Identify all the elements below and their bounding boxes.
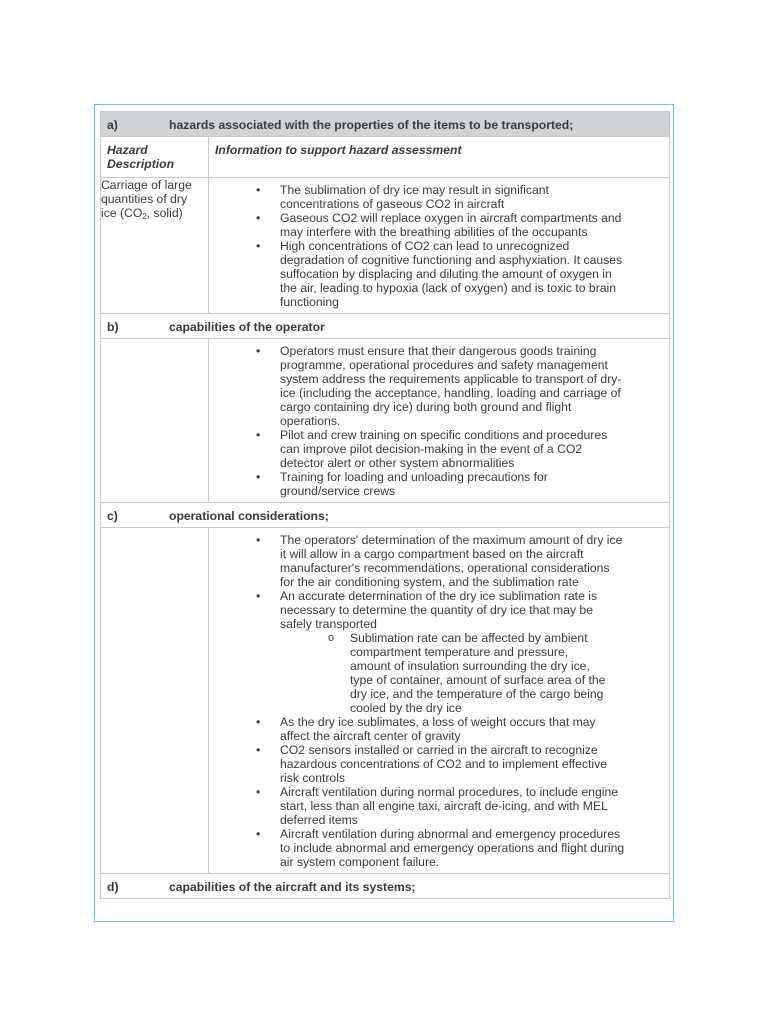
- list-item: • Training for loading and unloading precautions for ground/service crews: [280, 470, 665, 498]
- list-item: • The operators' determination of the maximum amount of dry ice it will allow in a cargo compartment based on the aircraft manufacturer's recommendations, operational considerations for the air conditioning system, and the sublimation rate: [280, 533, 665, 589]
- hazard-text-line: Carriage of large: [101, 178, 192, 192]
- section-d-row: [101, 874, 670, 899]
- hazard-description-header: Hazard: [107, 143, 148, 157]
- hazard-text-line: [101, 206, 208, 224]
- section-c-content-row: [101, 528, 670, 874]
- section-c-bullets: [209, 528, 669, 873]
- hazard-text-line: quantities of dry: [101, 192, 188, 206]
- list-item: • Aircraft ventilation during normal procedures, to include engine start, less than all engine taxi, aircraft de-icing, and with MEL deferred items: [280, 785, 665, 827]
- hazard-description-cell: [101, 178, 209, 314]
- section-letter: d): [107, 880, 119, 894]
- hazard-description-header-cont: Description: [107, 157, 175, 171]
- list-item: • Aircraft ventilation during abnormal and emergency procedures to include abnormal and emergency operations and flight during air system component failure.: [280, 827, 665, 869]
- section-letter: b): [107, 320, 119, 334]
- section-title: capabilities of the aircraft and its systems;: [169, 880, 416, 894]
- section-b-row: [101, 314, 670, 339]
- list-item: • High concentrations of CO2 can lead to unrecognized degradation of cognitive functioning and asphyxiation. It causes suffocation by displacing and diluting the amount of oxygen in the air, leading to hypoxia (lack of oxygen) and is toxic to brain functioning: [280, 239, 665, 309]
- section-a-bullets: [209, 178, 669, 313]
- sub-bullets: [280, 631, 665, 715]
- column-header-row: [101, 137, 670, 178]
- subscript: 2: [142, 212, 147, 221]
- section-c-row: [101, 503, 670, 528]
- info-header: Information to support hazard assessment: [215, 143, 462, 157]
- list-item: • As the dry ice sublimates, a loss of weight occurs that may affect the aircraft center of gravity: [280, 715, 665, 743]
- section-title: operational considerations;: [169, 509, 329, 523]
- section-letter: c): [107, 509, 118, 523]
- hazard-table: [100, 111, 670, 899]
- section-b-content-row: [101, 339, 670, 503]
- list-item: • The sublimation of dry ice may result in significant concentrations of gaseous CO2 in aircraft: [280, 183, 665, 211]
- list-item: • CO2 sensors installed or carried in the aircraft to recognize hazardous concentrations of CO2 and to implement effective risk controls: [280, 743, 665, 785]
- empty-cell: [101, 528, 209, 874]
- hazard-text: ice (CO: [101, 206, 143, 220]
- section-a-row: [101, 112, 670, 137]
- section-a-content-row: [101, 178, 670, 314]
- section-letter: a): [107, 118, 118, 132]
- list-item: • An accurate determination of the dry ice sublimation rate is necessary to determine the quantity of dry ice that may be safely transported o Sublimation rate can be affected by ambient compartment temperature and pressure, amount of insulation surrounding the dry ice, type of container, amount of surface area of the dry ice, and the temperature of the cargo being cooled by the dry ice: [280, 589, 665, 715]
- section-title: hazards associated with the properties of the items to be transported;: [169, 118, 574, 132]
- empty-cell: [101, 339, 209, 503]
- list-item: • Operators must ensure that their dangerous goods training programme, operational procedures and safety management system address the requirements applicable to transport of dry- ice (including the acceptance, handling, loading and carriage of cargo containing dry ice) during both ground and flight operations.: [280, 344, 665, 428]
- section-b-bullets: [209, 339, 669, 502]
- hazard-text: , solid): [146, 206, 183, 220]
- sub-list-item: o Sublimation rate can be affected by ambient compartment temperature and pressure, amount of insulation surrounding the dry ice, type of container, amount of surface area of the dry ice, and the temperature of the cargo being cooled by the dry ice: [350, 631, 665, 715]
- list-item: • Gaseous CO2 will replace oxygen in aircraft compartments and may interfere with the breathing abilities of the occupants: [280, 211, 665, 239]
- document-frame: [94, 104, 674, 922]
- section-title: capabilities of the operator: [169, 320, 325, 334]
- list-item: • Pilot and crew training on specific conditions and procedures can improve pilot decision-making in the event of a CO2 detector alert or other system abnormalities: [280, 428, 665, 470]
